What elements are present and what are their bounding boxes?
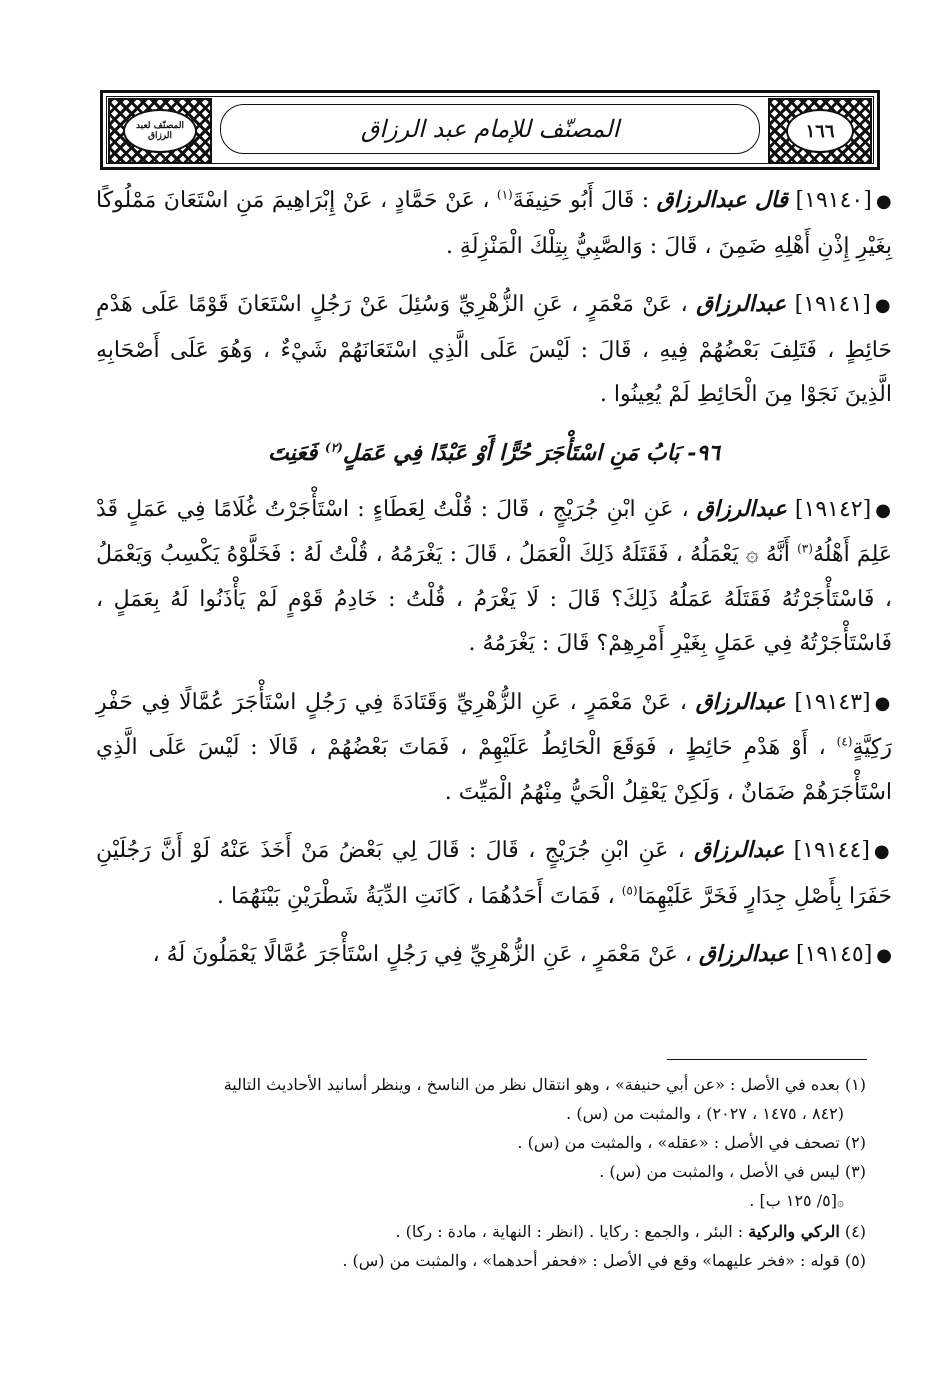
bullet-icon: ● [874,692,892,714]
hadith-number: [١٩١٤٥] [796,942,873,967]
bullet-icon: ● [876,945,892,966]
bullet-icon: ● [875,191,892,212]
footnote-ref[interactable]: (٢) [325,440,343,455]
hadith-entry [96,282,892,418]
hadith-text: ، عَنِ ابْنِ جُرَيْجٍ ، قَالَ : قَالَ لِي بَعْضُ مَنْ أَخَذَ عَنْهُ لَوْ أَنَّ رَجُلَيْنِ حَفَرَا بِأَصْلِ جِدَارٍ فَخَرَّ عَلَيْهِمَا [96,838,892,909]
hadith-number: [١٩١٤٢] [794,496,872,522]
hadith-entry [96,828,892,919]
hadith-number: [١٩١٤٤] [793,838,870,863]
footnote-2: (٢) تصحف في الأصل : «عقله» ، والمثبت من (س) . [517,1133,866,1152]
page-header [100,90,880,170]
chapter-heading [96,431,892,475]
hadith-entry [96,680,892,816]
manuscript-marker [96,1186,866,1217]
footnote-4-term: الركي والركية [748,1222,840,1241]
hadith-entry [96,178,892,269]
footnote-ref[interactable]: (١) [496,187,513,202]
manuscript-mark-icon: ۞ [836,1195,844,1209]
hadith-entry [96,487,892,667]
hadith-text: أَنَّهُ ۞ يَعْمَلُهُ ، فَقَتَلَهُ ذَلِكَ الْعَمَلُ ، قَالَ : يَغْرَمُهُ ، قُلْتُ لَهُ : فَخَلَّوْهُ يَكْسِبُ وَيَعْمَلُ ، فَاسْتَأْجَرْتُهُ فَقَتَلَهُ عَمَلُهُ ذَلِكَ؟ قَالَ : لَا يَغْرَمُ ، قُلْتُ : خَادِمُ قَوْمٍ لَمْ يَأْذَنُوا لَهُ بِعَمَلٍ ، فَاسْتَأْجَرْتُهُ فِي عَمَلٍ بِغَيْرِ أَمْرِهِمْ؟ قَالَ : يَغْرَمُهُ . [96,542,892,656]
footnote-4 [96,1217,866,1246]
hadith-number: [١٩١٤١] [794,292,871,317]
footnote-ref[interactable]: (٣) [797,541,813,556]
hadith-text: ، عَنْ حَمَّادٍ ، عَنْ إِبْرَاهِيمَ مَنِ اسْتَعَانَ مَمْلُوكًا بِغَيْرِ إِذْنِ أَهْلِهِ ضَمِنَ ، قَالَ : وَالصَّبِيُّ بِتِلْكَ الْمَنْزِلَةِ . [96,188,892,259]
footnote-4-number: (٤) [839,1222,866,1241]
hadith-text: ، فَمَاتَ أَحَدُهُمَا ، كَانَتِ الدِّيَةُ شَطْرَيْنِ بَيْنَهُمَا . [216,883,622,909]
hadith-text: ، عَنْ مَعْمَرٍ ، عَنِ الزُّهْرِيِّ فِي رَجُلٍ اسْتَأْجَرَ عُمَّالًا يَعْمَلُونَ لَهُ ، [152,942,699,967]
main-text [96,178,892,992]
hadith-text: ، أَوْ هَدْمِ حَائِطٍ ، فَوَقَعَ الْحَائِطُ عَلَيْهِمْ ، فَمَاتَ بَعْضُهُمْ ، قَالَا : لَيْسَ عَلَى الَّذِي اسْتَأْجَرَهُمْ ضَمَانٌ ، وَلَكِنْ يَعْقِلُ الْحَيُّ مِنْهُمُ الْمَيِّتَ . [96,735,892,805]
narrator: عبدالرزاق [695,688,786,715]
footnote-3: (٣) ليس في الأصل ، والمثبت من (س) . [599,1162,866,1181]
narrator: عبدالرزاق [696,495,787,522]
page-number-ornament [768,98,872,164]
narrator: عبدالرزاق [696,291,787,317]
footnote-5: (٥) قوله : «فخر عليهما» وقع في الأصل : «فحفر أحدهما» ، والمثبت من (س) . [342,1251,866,1270]
bullet-icon: ● [874,295,892,316]
narrator: قال عبدالرزاق [656,187,789,213]
title-banner [220,104,760,154]
footnote-ref[interactable]: (٥) [621,883,638,898]
footnote-1-cont: (٨٤٢ ، ١٤٧٥ ، ٢٠٢٧) ، والمثبت من (س) . [566,1104,844,1123]
footnote-ref[interactable]: (٤) [836,734,853,749]
hadith-text: ، عَنْ مَعْمَرٍ ، عَنِ الزُّهْرِيِّ وَقَتَادَةَ فِي رَجُلٍ اسْتَأْجَرَ عُمَّالًا فِي حَفْرِ رَكِيَّةٍ [96,689,892,760]
footnote-divider [667,1059,867,1060]
footnotes [96,1070,866,1275]
page-number: ١٦٦ [786,109,854,153]
narrator: عبدالرزاق [694,837,785,863]
hadith-number: [١٩١٤٠] [795,188,872,213]
hadith-text: ، عَنْ مَعْمَرٍ ، عَنِ الزُّهْرِيِّ وَسُئِلَ عَنْ رَجُلٍ اسْتَعَانَ قَوْمًا عَلَى هَدْمِ حَائِطٍ ، فَتَلِفَ بَعْضُهُمْ فِيهِ ، قَالَ : لَيْسَ عَلَى الَّذِي اسْتَعَانَهُمْ شَيْءٌ ، وَهُوَ عَلَى أَصْحَابِهِ الَّذِينَ نَجَوْا مِنَ الْحَائِطِ لَمْ يُعِينُوا . [96,292,892,407]
chapter-title: ٩٦- بَابُ مَنِ اسْتَأْجَرَ حُرًّا أَوْ عَبْدًا فِي عَمَلٍ [342,439,720,466]
narrator: عبدالرزاق [698,941,789,967]
hadith-text: : قَالَ أَبُو حَنِيفَةَ [512,188,657,213]
emblem-text: المصنّف لعبد الرزاق [123,109,197,153]
bullet-icon: ● [875,499,892,521]
footnote-4-text: : البئر ، والجمع : ركايا . (انظر : النهاية ، مادة : ركا) . [395,1222,749,1241]
book-title: المصنّف للإمام عبد الرزاق [360,115,620,143]
hadith-text: ، عَنِ ابْنِ جُرَيْجٍ ، قَالَ : قُلْتُ لِعَطَاءٍ : اسْتَأْجَرْتُ غُلَامًا فِي عَمَلٍ قَدْ عَلِمَ أَهْلُهُ [96,496,892,567]
bullet-icon: ● [873,841,892,862]
manuscript-page-ref: [٥/ ١٢٥ ب] . [749,1191,837,1210]
footnote-1: (١) بعده في الأصل : «عن أبي حنيفة» ، وهو انتقال نظر من الناسخ ، وينظر أسانيد الأحاديث التالية [223,1075,866,1094]
chapter-title-end: فَعَنِتَ [268,439,326,466]
hadith-entry [96,932,892,979]
hadith-number: [١٩١٤٣] [794,689,871,715]
emblem-ornament [108,98,212,164]
